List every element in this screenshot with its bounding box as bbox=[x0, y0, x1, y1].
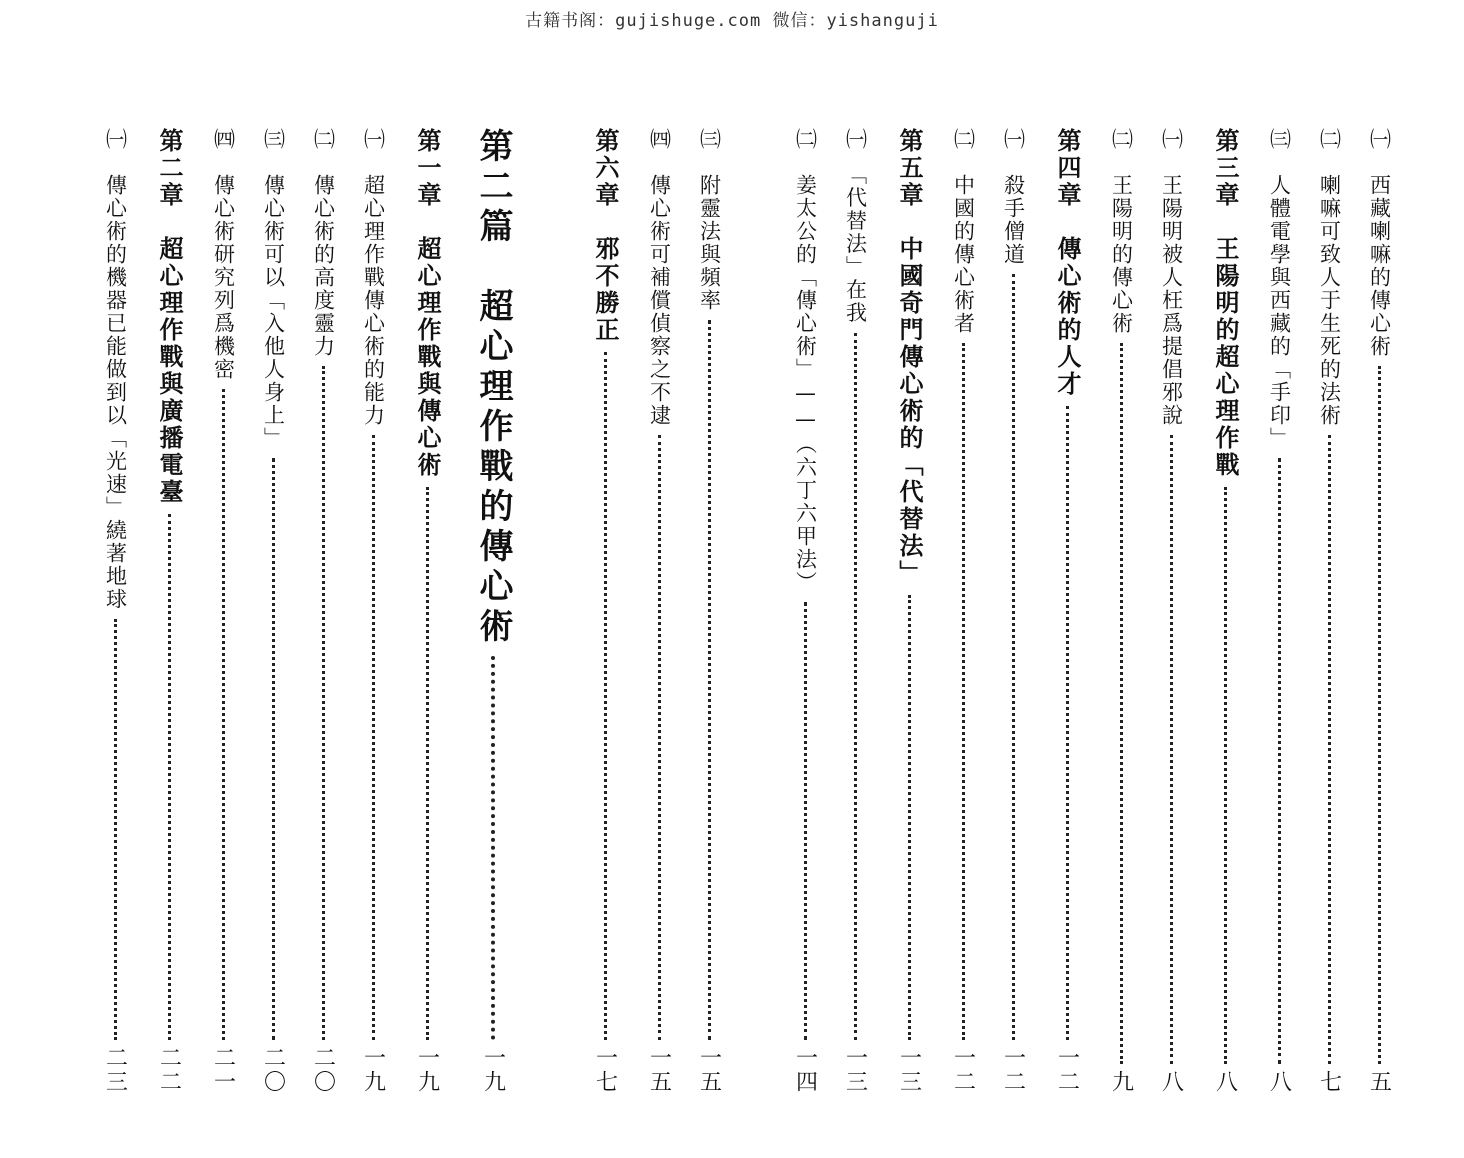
leader-dots bbox=[491, 656, 495, 1040]
toc-entry-page-number: 一二 bbox=[1000, 1046, 1026, 1094]
toc-entry-part[interactable] bbox=[456, 100, 530, 1098]
leader-dots bbox=[658, 435, 661, 1040]
leader-dots bbox=[272, 458, 275, 1040]
toc-entry-label: ㈡ 喇嘛可致人于生死的法術 bbox=[1317, 128, 1342, 427]
toc-entry-page-number: 二〇 bbox=[260, 1046, 286, 1094]
toc-entry-label: 第三章 王陽明的超心理作戰 bbox=[1211, 128, 1239, 479]
toc-entry-label: ㈡ 中國的傳心術者 bbox=[951, 128, 976, 335]
leader-dots bbox=[1328, 435, 1331, 1064]
toc-entry-page-number: 二〇 bbox=[310, 1046, 336, 1094]
toc-entry-section[interactable] bbox=[90, 100, 140, 1098]
toc-entry-page-number: 一二 bbox=[950, 1046, 976, 1094]
toc-entry-chapter[interactable] bbox=[880, 100, 938, 1098]
leader-dots bbox=[1278, 458, 1281, 1064]
toc-entry-section[interactable] bbox=[248, 100, 298, 1098]
toc-entry-page-number: 一四 bbox=[792, 1046, 818, 1094]
toc-entry-label: ㈠ 傳心術的機器已能做到以「光速」繞著地球 bbox=[103, 128, 128, 611]
leader-dots bbox=[1170, 435, 1173, 1064]
leader-dots bbox=[708, 320, 711, 1040]
toc-entry-label: 第五章 中國奇門傳心術的「代替法」 bbox=[895, 128, 923, 587]
column-gap bbox=[734, 100, 780, 1098]
toc-entry-page-number: 一九 bbox=[414, 1046, 440, 1094]
toc-entry-page-number: 八 bbox=[1212, 1070, 1238, 1094]
toc-entry-page-number: 一五 bbox=[646, 1046, 672, 1094]
toc-entry-section[interactable] bbox=[348, 100, 398, 1098]
toc-entry-label: 第一章 超心理作戰與傳心術 bbox=[413, 128, 441, 479]
toc-entry-page-number: 一三 bbox=[842, 1046, 868, 1094]
toc-entry-page-number: 二二 bbox=[156, 1046, 182, 1094]
toc-entry-label: ㈠ 西藏喇嘛的傳心術 bbox=[1367, 128, 1392, 358]
toc-entry-label: 第六章 邪不勝正 bbox=[591, 128, 619, 344]
toc-entry-page-number: 八 bbox=[1266, 1070, 1292, 1094]
toc-entry-section[interactable] bbox=[198, 100, 248, 1098]
leader-dots bbox=[962, 343, 965, 1040]
toc-entry-chapter[interactable] bbox=[1196, 100, 1254, 1098]
toc-entry-label: 第二章 超心理作戰與廣播電臺 bbox=[155, 128, 183, 506]
leader-dots bbox=[168, 514, 171, 1040]
toc-entry-section[interactable] bbox=[1254, 100, 1304, 1098]
toc-entry-label: ㈢ 附靈法與頻率 bbox=[697, 128, 722, 312]
toc-entry-section[interactable] bbox=[780, 100, 830, 1098]
leader-dots bbox=[372, 435, 375, 1040]
site-watermark: 古籍书阁：gujishuge.com 微信：yishanguji bbox=[525, 11, 939, 31]
toc-entry-section[interactable] bbox=[1096, 100, 1146, 1098]
toc-entry-label: 第二篇 超心理作戰的傳心術 bbox=[473, 128, 513, 648]
toc-entry-label: 第四章 傳心術的人才 bbox=[1053, 128, 1081, 398]
leader-dots bbox=[908, 595, 911, 1040]
toc-entry-page-number: 一九 bbox=[480, 1046, 506, 1094]
toc-entry-page-number: 一五 bbox=[696, 1046, 722, 1094]
toc-entry-page-number: 五 bbox=[1366, 1070, 1392, 1094]
toc-entry-section[interactable] bbox=[1146, 100, 1196, 1098]
toc-entry-label: ㈣ 傳心術研究列爲機密 bbox=[211, 128, 236, 381]
toc-entry-chapter[interactable] bbox=[1038, 100, 1096, 1098]
toc-entry-chapter[interactable] bbox=[140, 100, 198, 1098]
leader-dots bbox=[426, 487, 429, 1040]
toc-entry-section[interactable] bbox=[1304, 100, 1354, 1098]
toc-entry-section[interactable] bbox=[830, 100, 880, 1098]
toc-entry-page-number: 二三 bbox=[102, 1046, 128, 1094]
toc-entry-page-number: 一七 bbox=[592, 1046, 618, 1094]
toc-entry-section[interactable] bbox=[684, 100, 734, 1098]
toc-entry-label: ㈣ 傳心術可補償偵察之不逮 bbox=[647, 128, 672, 427]
leader-dots bbox=[1012, 274, 1015, 1040]
toc-entry-label: ㈢ 人體電學與西藏的「手印」 bbox=[1267, 128, 1292, 450]
toc-entry-page-number: 七 bbox=[1316, 1070, 1342, 1094]
toc-entry-page-number: 九 bbox=[1108, 1070, 1134, 1094]
toc-entry-page-number: 一三 bbox=[896, 1046, 922, 1094]
leader-dots bbox=[854, 333, 857, 1041]
toc-entry-section[interactable] bbox=[938, 100, 988, 1098]
toc-entry-page-number: 一二 bbox=[1054, 1046, 1080, 1094]
leader-dots bbox=[804, 602, 807, 1040]
toc-entry-label: ㈠ 王陽明被人枉爲提倡邪說 bbox=[1159, 128, 1184, 427]
leader-dots bbox=[114, 619, 117, 1040]
toc-entry-page-number: 一九 bbox=[360, 1046, 386, 1094]
leader-dots bbox=[1120, 343, 1123, 1064]
toc-entry-label: ㈠ 「代替法」在我 bbox=[843, 128, 868, 325]
toc-entry-section[interactable] bbox=[634, 100, 684, 1098]
leader-dots bbox=[1066, 406, 1069, 1040]
toc-entry-label: ㈡ 姜太公的「傳心術」——（六丁六甲法） bbox=[793, 128, 818, 594]
leader-dots bbox=[222, 389, 225, 1040]
toc-entry-section[interactable] bbox=[298, 100, 348, 1098]
leader-dots bbox=[322, 366, 325, 1040]
toc-entry-section[interactable] bbox=[1354, 100, 1404, 1098]
toc-entry-label: ㈠ 殺手僧道 bbox=[1001, 128, 1026, 266]
toc-entry-chapter[interactable] bbox=[576, 100, 634, 1098]
toc-entry-chapter[interactable] bbox=[398, 100, 456, 1098]
leader-dots bbox=[1378, 366, 1381, 1064]
toc-entry-section[interactable] bbox=[988, 100, 1038, 1098]
toc-entry-label: ㈡ 傳心術的高度靈力 bbox=[311, 128, 336, 358]
toc-entry-page-number: 二一 bbox=[210, 1046, 236, 1094]
toc-entry-label: ㈢ 傳心術可以「入他人身上」 bbox=[261, 128, 286, 450]
column-gap bbox=[530, 100, 576, 1098]
toc-entry-label: ㈠ 超心理作戰傳心術的能力 bbox=[361, 128, 386, 427]
table-of-contents bbox=[60, 100, 1404, 1098]
toc-entry-label: ㈡ 王陽明的傳心術 bbox=[1109, 128, 1134, 335]
toc-entry-page-number: 八 bbox=[1158, 1070, 1184, 1094]
leader-dots bbox=[604, 352, 607, 1040]
leader-dots bbox=[1224, 487, 1227, 1064]
